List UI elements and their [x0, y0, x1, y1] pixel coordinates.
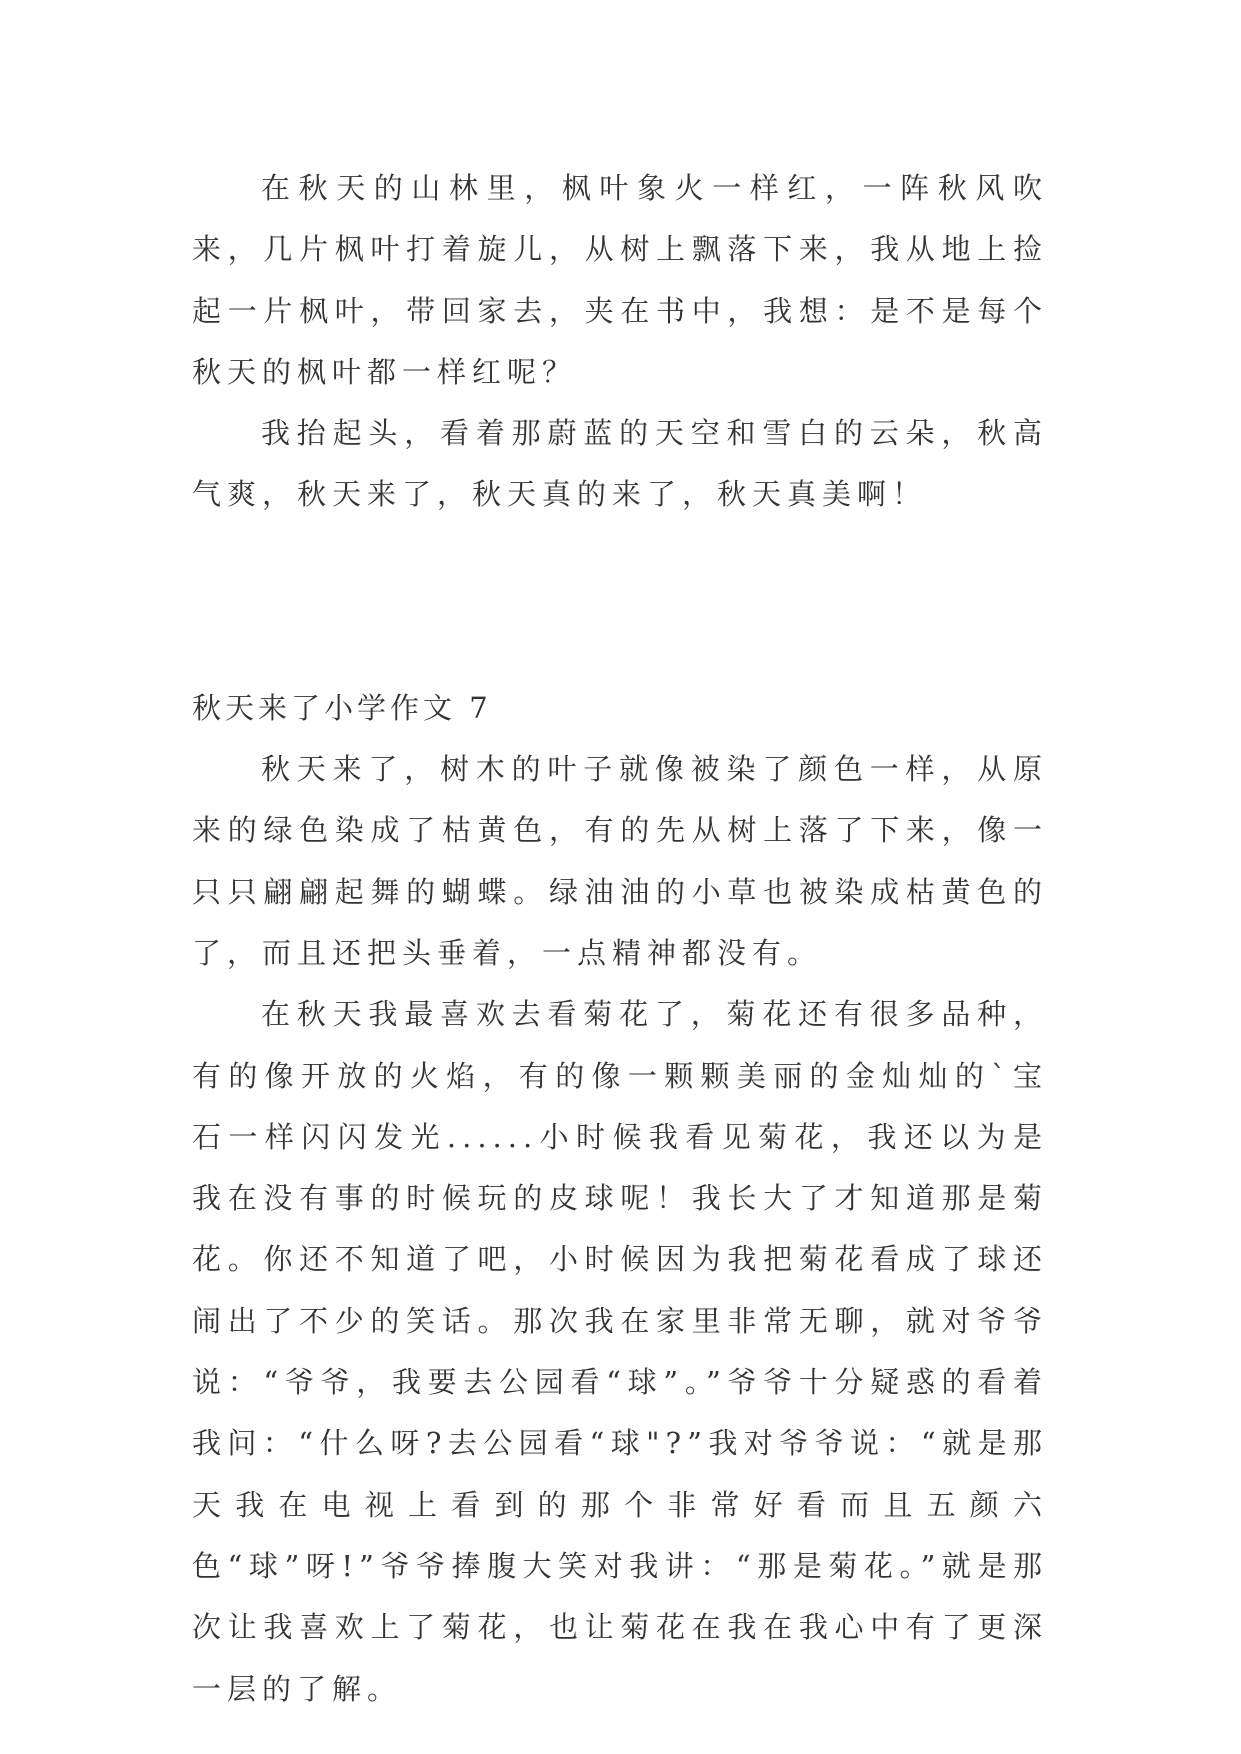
paragraph-chrysanthemum: 在秋天我最喜欢去看菊花了，菊花还有很多品种，有的像开放的火焰，有的像一颗颗美丽的金灿灿的`宝石一样闪闪发光......小时候我看见菊花，我还以为是我在没有事的时候玩的皮球呢！我长大了才知道那是菊花。你还不知道了吧，小时候因为我把菊花看成了球还闹出了不少的笑话。那次我在家里非常无聊，就对爷爷说：“爷爷，我要去公园看“球”。”爷爷十分疑惑的看着我问：“什么呀?去公园看“球"?”我对爷爷说：“就是那天我在电视上看到的那个非常好看而且五颜六色“球”呀!”爷爷捧腹大笑对我讲：“那是菊花。”就是那次让我喜欢上了菊花，也让菊花在我在我心中有了更深一层的了解。 [192, 997, 1048, 1706]
paragraph-autumn-trees: 秋天来了，树木的叶子就像被染了颜色一样，从原来的绿色染成了枯黄色，有的先从树上落了下来，像一只只翩翩起舞的蝴蝶。绿油油的小草也被染成枯黄色的了，而且还把头垂着，一点精神都没有。 [192, 752, 1048, 970]
section-gap [192, 526, 1048, 678]
document-body [192, 158, 1048, 1720]
section-title: 秋天来了小学作文 7 [192, 690, 492, 725]
paragraph-blue-sky: 我抬起头，看着那蔚蓝的天空和雪白的云朵，秋高气爽，秋天来了，秋天真的来了，秋天真美啊！ [192, 416, 1048, 512]
paragraph-maple-leaves: 在秋天的山林里，枫叶象火一样红，一阵秋风吹来，几片枫叶打着旋儿，从树上飘落下来，我从地上捡起一片枫叶，带回家去，夹在书中，我想：是不是每个秋天的枫叶都一样红呢？ [192, 171, 1048, 389]
